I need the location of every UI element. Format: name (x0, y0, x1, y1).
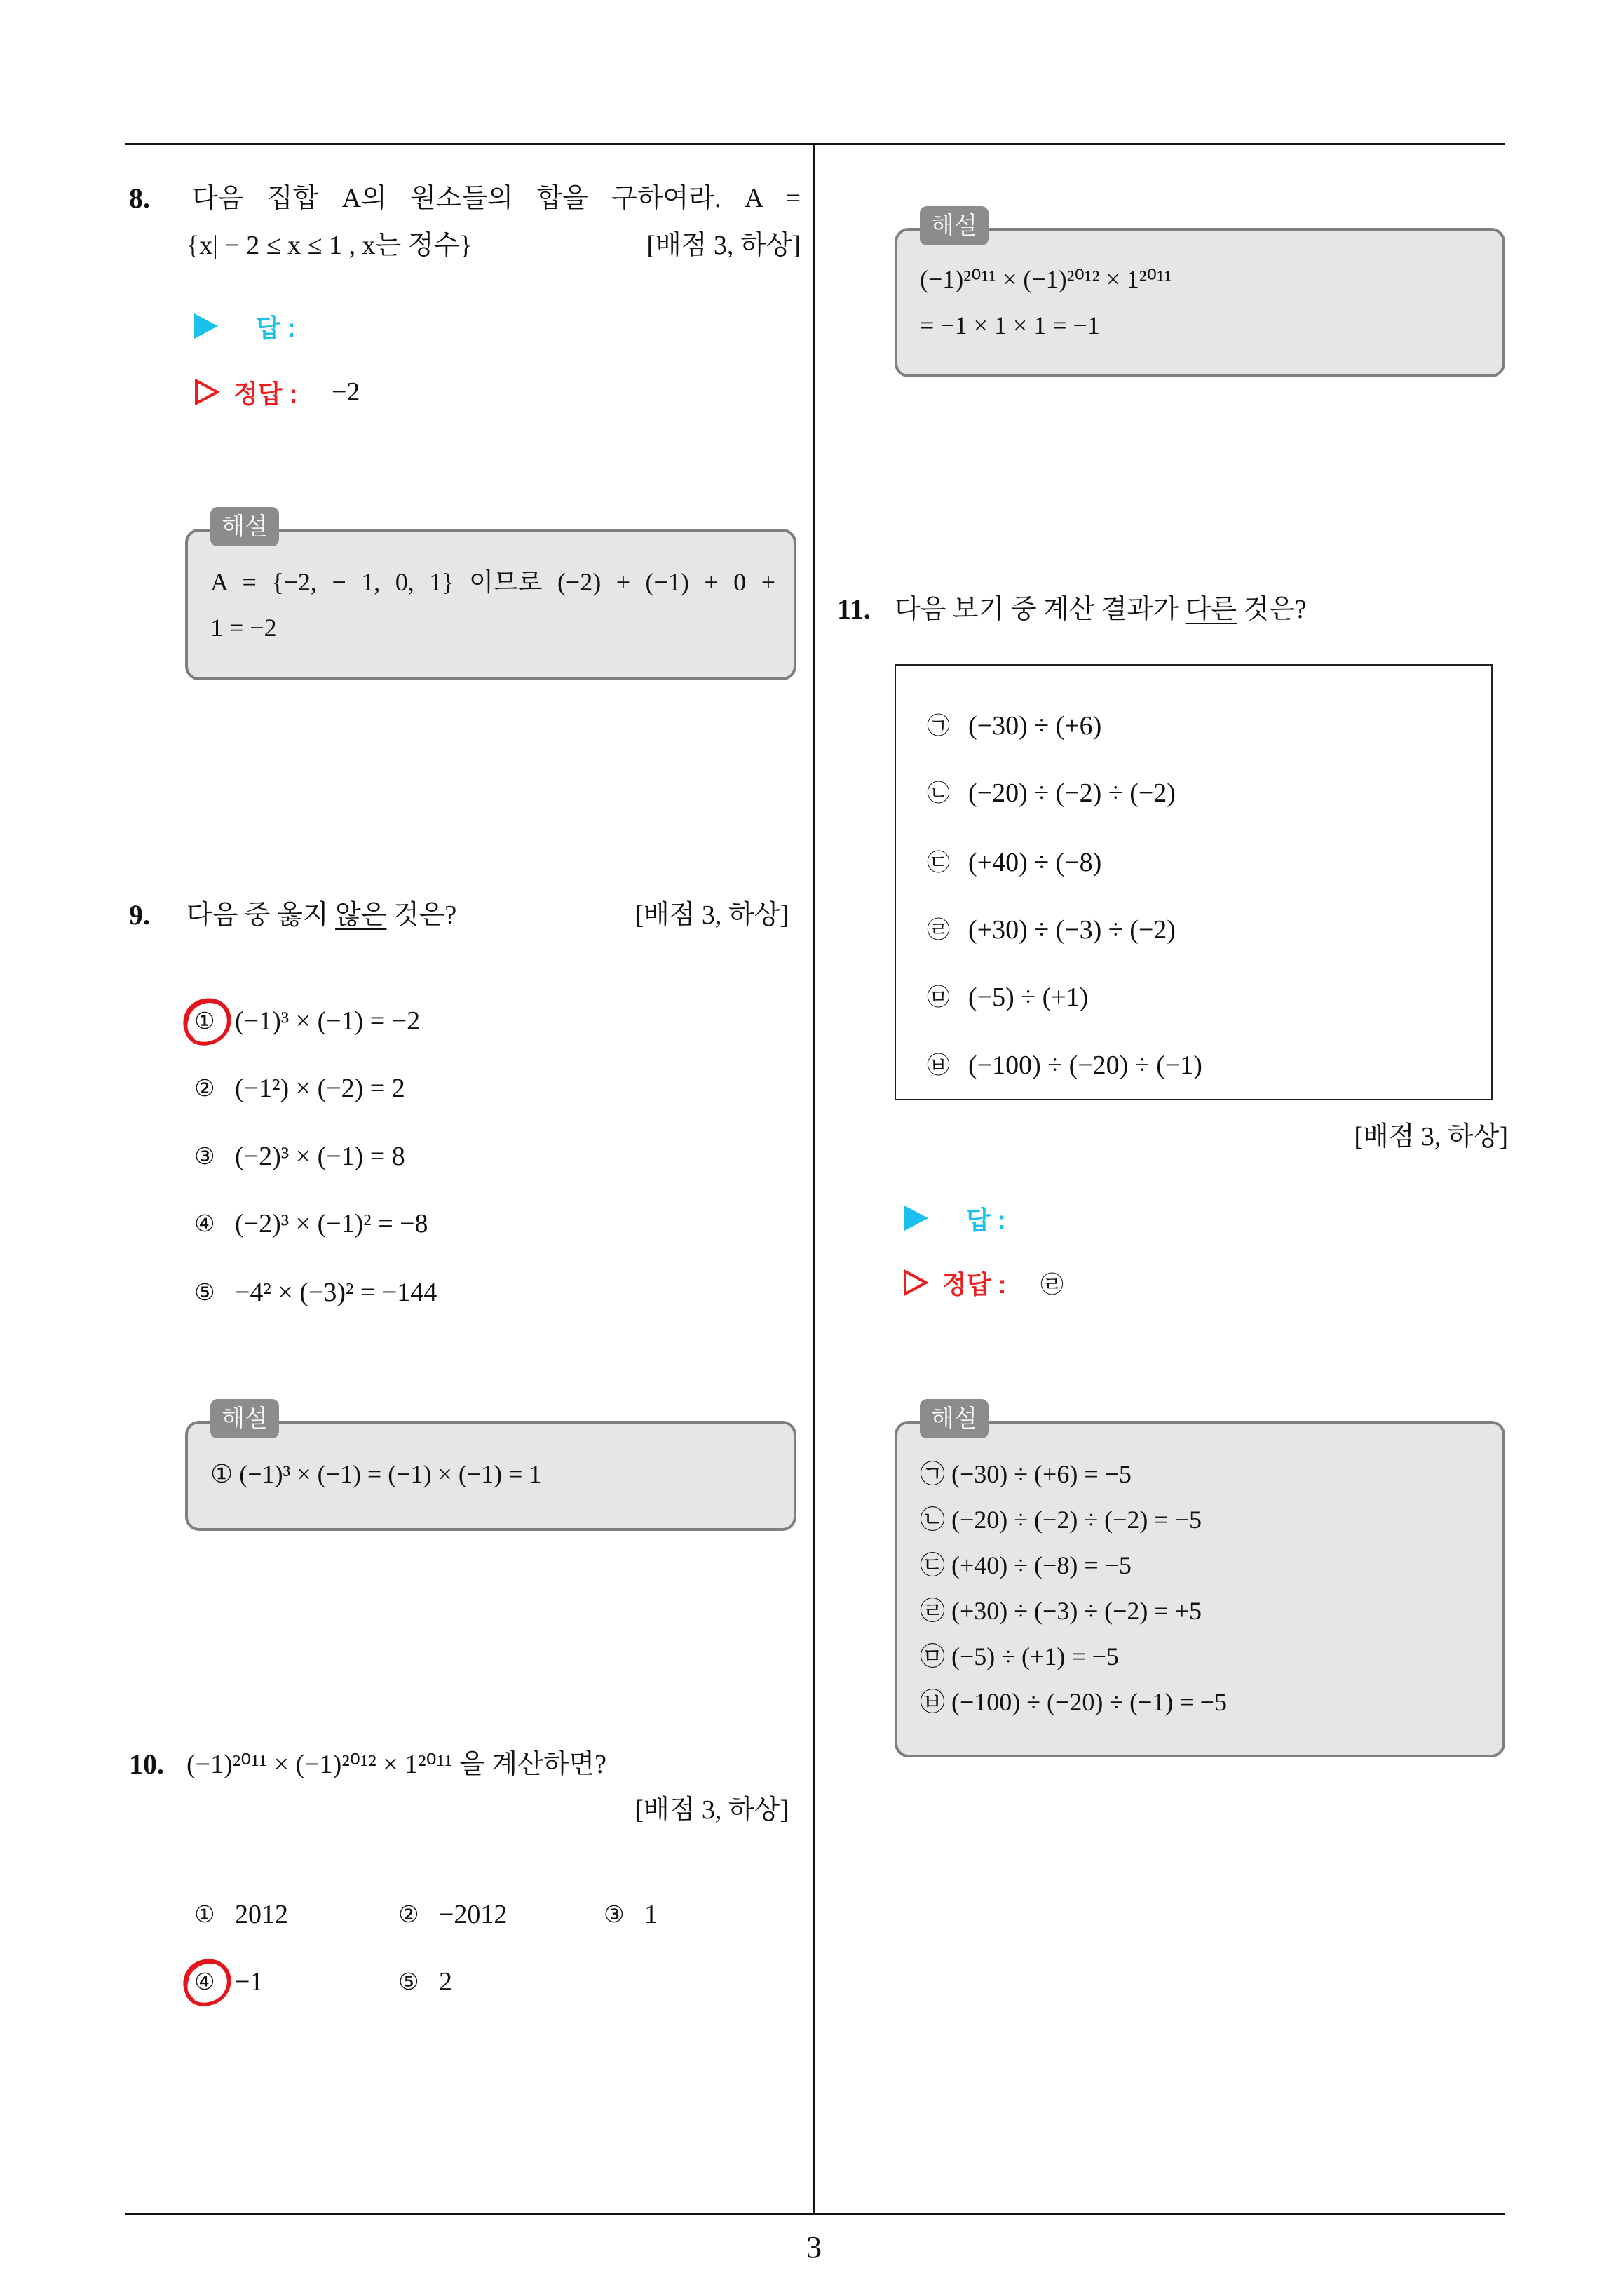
explanation-tab: 해설 (920, 206, 989, 245)
option-marker: ① (194, 1007, 215, 1034)
choice-item (927, 844, 1418, 881)
score-label: [배점 3, 하상] (1354, 1122, 1508, 1152)
question-text-post: 것은? (1237, 595, 1307, 624)
choice-marker: ㉥ (927, 1051, 950, 1079)
question-text-post: 것은? (386, 900, 457, 930)
answer-label: 답 : (966, 1205, 1006, 1234)
explanation-box (185, 513, 796, 680)
option-marker: ③ (604, 1900, 625, 1928)
question-text-pre: 다음 중 옳지 (186, 900, 336, 930)
choice-text: (+40) ÷ (−8) (968, 848, 1102, 877)
choice-item (927, 912, 1418, 948)
option-5 (194, 1274, 437, 1311)
choice-marker: ㉣ (927, 916, 950, 943)
option-marker: ④ (194, 1210, 215, 1237)
option-text: (−1)³ × (−1) = −2 (235, 1006, 421, 1036)
explanation-line: (−1)²⁰¹¹ × (−1)²⁰¹² × 1²⁰¹¹ (920, 265, 1172, 293)
answer-prompt (904, 1201, 1006, 1235)
bottom-rule (125, 2213, 1505, 2215)
choice-item (927, 979, 1418, 1015)
answer-prompt (194, 309, 296, 343)
question-text-underlined: 다른 (1185, 595, 1237, 624)
explanation-line: ㉢ (+40) ÷ (−8) = −5 (920, 1551, 1132, 1579)
explanation-line: ㉡ (−20) ÷ (−2) ÷ (−2) = −5 (920, 1506, 1202, 1534)
option-4 (194, 1964, 376, 2000)
score-label: [배점 3, 하상] (634, 900, 789, 930)
question-text-underlined: 않은 (335, 900, 387, 930)
option-2 (398, 1896, 580, 1933)
choice-marker: ㉡ (927, 779, 950, 806)
correct-answer-value: −2 (332, 377, 360, 407)
explanation-line: = −1 × 1 × 1 = −1 (920, 311, 1100, 339)
explanation-box (185, 1405, 796, 1531)
explanation-line: ㉠ (−30) ÷ (+6) = −5 (920, 1460, 1132, 1488)
top-rule (125, 143, 1505, 145)
choice-item (927, 708, 1418, 744)
option-1 (194, 1003, 421, 1039)
explanation-line: ㉤ (−5) ÷ (+1) = −5 (920, 1642, 1119, 1670)
option-marker: ⑤ (398, 1968, 419, 1995)
question-number: 8. (129, 182, 150, 214)
question-text (186, 897, 456, 933)
option-text: −4² × (−3)² = −144 (235, 1278, 437, 1307)
option-text: (−2)³ × (−1)² = −8 (235, 1209, 428, 1238)
outline-triangle-icon (194, 379, 219, 405)
explanation-line: ① (−1)³ × (−1) = (−1) × (−1) = 1 (210, 1460, 542, 1488)
question-number: 9. (129, 899, 150, 931)
choice-text: (−5) ÷ (+1) (968, 982, 1089, 1012)
explanation-body (920, 1452, 1227, 1725)
explanation-tab: 해설 (920, 1399, 989, 1438)
option-text: −1 (235, 1967, 264, 1997)
question-number: 10. (129, 1748, 164, 1780)
choice-text: (−30) ÷ (+6) (968, 711, 1102, 741)
correct-answer-value: ㉣ (1040, 1270, 1064, 1298)
question-text-line-2: {x| − 2 ≤ x ≤ 1 , x는 정수} (186, 231, 473, 260)
option-marker: ④ (194, 1968, 215, 1995)
option-text: (−2)³ × (−1) = 8 (235, 1142, 405, 1171)
score-label: [배점 3, 하상] (634, 1795, 789, 1825)
option-marker: ② (398, 1900, 419, 1928)
option-marker: ③ (194, 1142, 215, 1170)
score-label: [배점 3, 하상] (646, 231, 801, 260)
explanation-line: 1 = −2 (210, 614, 277, 642)
choice-marker: ㉢ (927, 849, 950, 876)
choice-marker: ㉠ (927, 712, 950, 739)
option-3 (194, 1138, 405, 1175)
explanation-body (210, 560, 775, 651)
explanation-line: ㉥ (−100) ÷ (−20) ÷ (−1) = −5 (920, 1688, 1227, 1716)
question-text-pre: 다음 보기 중 계산 결과가 (895, 595, 1186, 624)
choice-item (927, 1047, 1418, 1083)
option-text: 2 (439, 1967, 452, 1997)
answer-label: 답 : (256, 313, 296, 342)
column-divider (813, 144, 815, 2214)
play-triangle-icon (904, 1206, 928, 1231)
option-marker: ① (194, 1900, 215, 1928)
hand-drawn-circle-mark (177, 1955, 236, 2010)
explanation-line: A = {−2, − 1, 0, 1} 이므로 (−2) + (−1) + 0 + (210, 568, 775, 596)
explanation-line: ㉣ (+30) ÷ (−3) ÷ (−2) = +5 (920, 1597, 1202, 1625)
explanation-body (920, 256, 1172, 349)
option-text: (−1²) × (−2) = 2 (235, 1074, 405, 1103)
explanation-body (210, 1452, 541, 1497)
explanation-tab: 해설 (210, 1399, 279, 1438)
option-text: 2012 (235, 1900, 288, 1929)
option-marker: ② (194, 1074, 215, 1102)
play-triangle-icon (194, 313, 218, 339)
option-5 (398, 1964, 580, 2000)
correct-answer-label: 정답 : (233, 379, 298, 408)
choice-text: (−100) ÷ (−20) ÷ (−1) (968, 1051, 1202, 1080)
explanation-box (895, 1405, 1505, 1757)
hand-drawn-circle-mark (177, 994, 236, 1049)
question-text-line-1: 다음 집합 A의 원소들의 합을 구하여라. A = (192, 184, 801, 213)
explanation-tab: 해설 (210, 507, 279, 546)
option-text: 1 (644, 1900, 658, 1929)
correct-answer (194, 375, 360, 409)
option-4 (194, 1206, 428, 1242)
choice-text: (−20) ÷ (−2) ÷ (−2) (968, 778, 1176, 808)
option-text: −2012 (439, 1900, 508, 1929)
choice-text: (+30) ÷ (−3) ÷ (−2) (968, 915, 1176, 945)
correct-answer (903, 1266, 1064, 1299)
question-number: 11. (837, 593, 871, 625)
choice-item (927, 775, 1418, 811)
explanation-box-q10 (895, 212, 1505, 377)
question-text (895, 591, 1307, 628)
option-1 (194, 1896, 376, 1933)
option-marker: ⑤ (194, 1278, 215, 1306)
option-2 (194, 1070, 405, 1107)
question-text: (−1)²⁰¹¹ × (−1)²⁰¹² × 1²⁰¹¹ 을 계산하면? (186, 1750, 606, 1779)
correct-answer-label: 정답 : (942, 1269, 1007, 1299)
page-number: 3 (806, 2230, 822, 2264)
choice-marker: ㉤ (927, 983, 950, 1011)
choices-box (895, 664, 1493, 1100)
option-3 (604, 1896, 786, 1933)
outline-triangle-icon (903, 1269, 928, 1296)
